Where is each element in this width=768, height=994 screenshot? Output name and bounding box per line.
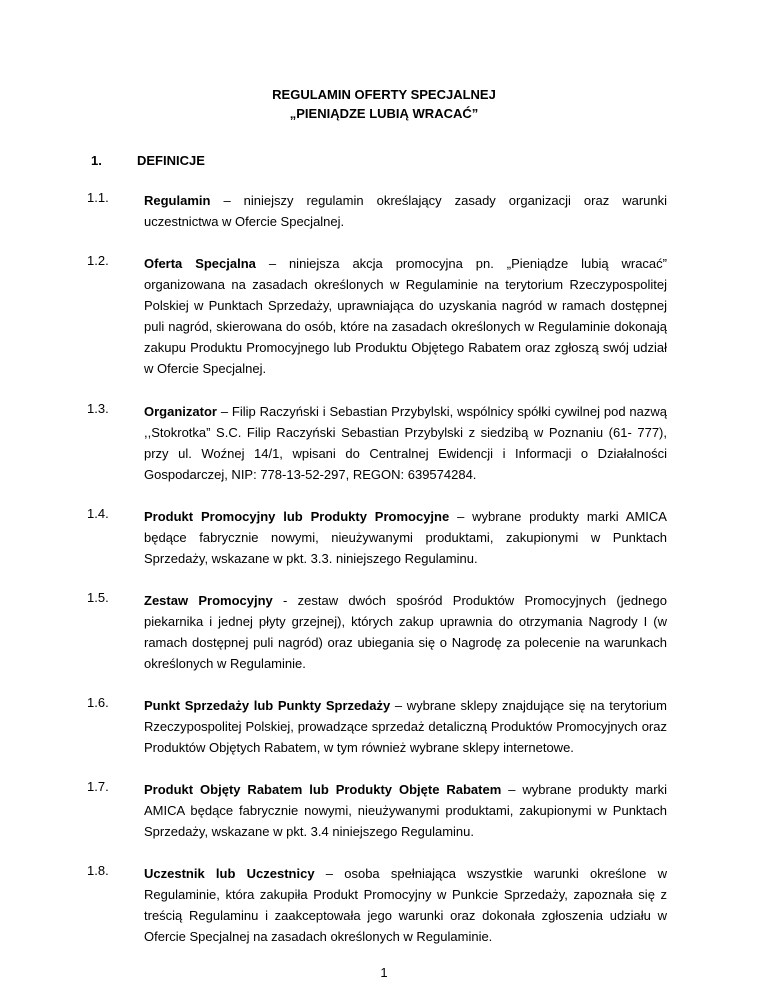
item-number: 1.2. — [87, 253, 109, 268]
item-text — [144, 863, 667, 947]
item-text — [144, 590, 667, 674]
item-body: – wybrane produkty marki AMICA będące fabrycznie nowymi, nieużywanymi produktami, zakupionymi w Punktach Sprzedaży, wskazane w pkt. 3.4 niniejszego Regulaminu. — [144, 782, 667, 840]
item-term: Zestaw Promocyjny — [144, 593, 273, 608]
item-term: Organizator — [144, 404, 217, 419]
section-title: DEFINICJE — [137, 153, 205, 168]
item-body: – niniejszy regulamin określający zasady organizacji oraz warunki uczestnictwa w Ofercie Specjalnej. — [144, 193, 667, 230]
item-text — [144, 506, 667, 569]
item-number: 1.4. — [87, 506, 109, 521]
item-term: Produkt Promocyjny lub Produkty Promocyjne — [144, 509, 450, 524]
item-text — [144, 401, 667, 485]
item-body: – niniejsza akcja promocyjna pn. „Pieniądze lubią wracać” organizowana na zasadach określonych w Regulaminie na terytorium Rzeczypospolitej Polskiej w Punktach Sprzedaży, uprawniająca do uzyskania nagród w ramach dostępnej puli nagród, skierowana do osób, które na zasadach określonych w Regulaminie dokonają zakupu Produktu Promocyjnego lub Produktu Objętego Rabatem oraz zgłoszą swój udział w Ofercie Specjalnej. — [144, 256, 667, 377]
item-number: 1.6. — [87, 695, 109, 710]
item-text — [144, 253, 667, 380]
section-number: 1. — [91, 153, 102, 168]
item-body: – osoba spełniająca wszystkie warunki określone w Regulaminie, która zakupiła Produkt Promocyjny w Punkcie Sprzedaży, zapoznała się z treścią Regulaminu i zaakceptowała jego warunki oraz dokonała zgłoszenia udziału w Ofercie Specjalnej na zasadach określonych w Regulaminie. — [144, 866, 667, 945]
item-number: 1.1. — [87, 190, 109, 205]
item-number: 1.7. — [87, 779, 109, 794]
item-number: 1.3. — [87, 401, 109, 416]
item-term: Punkt Sprzedaży lub Punkty Sprzedaży — [144, 698, 391, 713]
item-body: – wybrane sklepy znajdujące się na terytorium Rzeczypospolitej Polskiej, prowadzące sprzedaż detaliczną Produktów Promocyjnych oraz Produktów Objętych Rabatem, w tym również wybrane sklepy internetowe. — [144, 698, 667, 756]
item-body: - zestaw dwóch spośród Produktów Promocyjnych (jednego piekarnika i jednej płyty grzejnej), których zakup uprawnia do otrzymania Nagrody I (w ramach dostępnej puli nagród) oraz ubiegania się o Nagrodę za polecenie na warunkach określonych w Regulaminie. — [144, 593, 667, 672]
document-title: REGULAMIN OFERTY SPECJALNEJ — [272, 87, 496, 102]
document-subtitle: „PIENIĄDZE LUBIĄ WRACAĆ” — [289, 106, 479, 121]
item-number: 1.8. — [87, 863, 109, 878]
item-number: 1.5. — [87, 590, 109, 605]
item-text — [144, 695, 667, 758]
item-term: Regulamin — [144, 193, 211, 208]
item-term: Oferta Specjalna — [144, 256, 256, 271]
page-number: 1 — [380, 965, 388, 980]
item-text — [144, 190, 667, 232]
item-body: – Filip Raczyński i Sebastian Przybylski, wspólnicy spółki cywilnej pod nazwą ,,Stokrotka” S.C. Filip Raczyński Sebastian Przybylski z siedzibą w Poznaniu (61- 777), przy ul. Woźnej 14/1, wpisani do Centralnej Ewidencji i Informacji o Działalności Gospodarczej, NIP: 778-13-52-297, REGON: 639574284. — [144, 404, 667, 483]
item-body: – wybrane produkty marki AMICA będące fabrycznie nowymi, nieużywanymi produktami, zakupionymi w Punktach Sprzedaży, wskazane w pkt. 3.3. niniejszego Regulaminu. — [144, 509, 667, 567]
item-text — [144, 779, 667, 842]
item-term: Uczestnik lub Uczestnicy — [144, 866, 315, 881]
item-term: Produkt Objęty Rabatem lub Produkty Objęte Rabatem — [144, 782, 502, 797]
